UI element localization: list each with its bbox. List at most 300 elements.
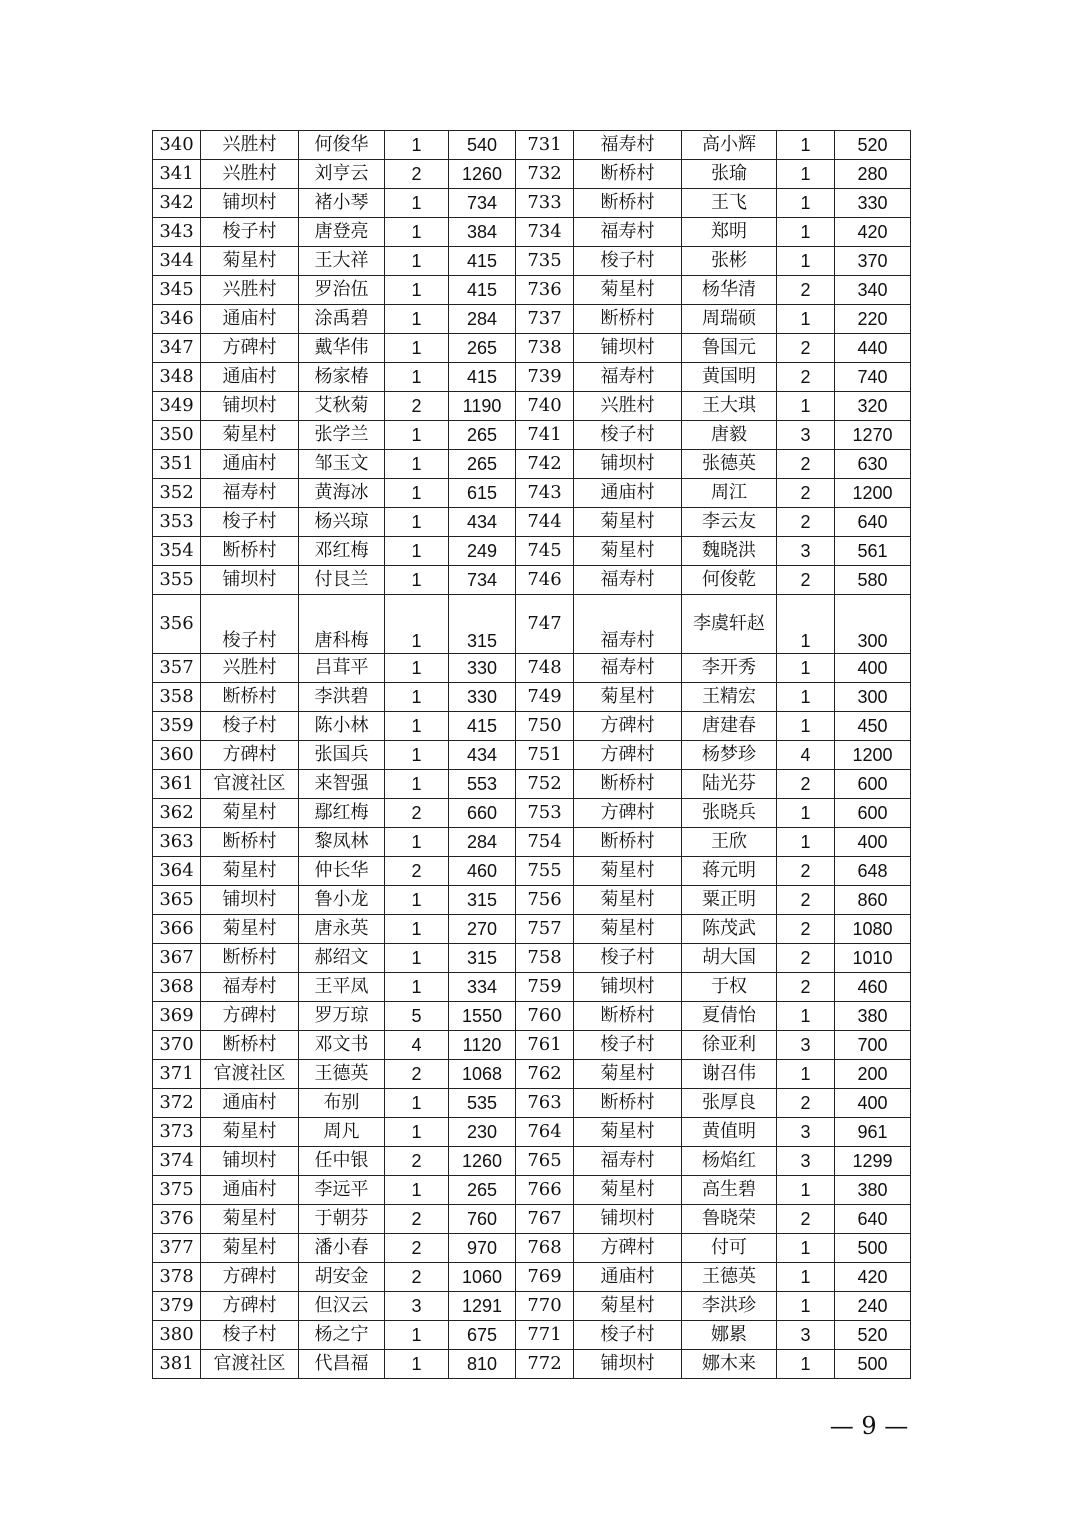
amount-left: 330: [449, 683, 516, 712]
village-right: 断桥村: [574, 189, 682, 218]
village-left: 梭子村: [201, 712, 299, 741]
table-row: [153, 247, 911, 276]
amount-left: 415: [449, 712, 516, 741]
count-right: 3: [777, 1147, 835, 1176]
name-left: 何俊华: [299, 131, 385, 160]
record-number-right: 767: [516, 1205, 574, 1234]
record-number-right: 757: [516, 915, 574, 944]
count-left: 1: [385, 247, 449, 276]
record-number-right: 739: [516, 363, 574, 392]
record-number-right: 764: [516, 1118, 574, 1147]
name-left: 黄海冰: [299, 479, 385, 508]
record-number-left: 370: [153, 1031, 201, 1060]
table-row: [153, 1234, 911, 1263]
record-number-left: 347: [153, 334, 201, 363]
record-number-left: 373: [153, 1118, 201, 1147]
village-right: 菊星村: [574, 857, 682, 886]
record-number-right: 766: [516, 1176, 574, 1205]
amount-left: 760: [449, 1205, 516, 1234]
name-left: 艾秋菊: [299, 392, 385, 421]
record-number-right: 772: [516, 1350, 574, 1379]
name-left: 陈小林: [299, 712, 385, 741]
name-left: 杨家椿: [299, 363, 385, 392]
name-right: 鲁国元: [682, 334, 777, 363]
name-right: 杨梦珍: [682, 741, 777, 770]
count-right: 1: [777, 1060, 835, 1089]
village-left: 兴胜村: [201, 160, 299, 189]
name-left: 邹玉文: [299, 450, 385, 479]
count-right: 1: [777, 799, 835, 828]
amount-left: 1260: [449, 1147, 516, 1176]
amount-left: 460: [449, 857, 516, 886]
name-right: 黄值明: [682, 1118, 777, 1147]
record-number-left: 353: [153, 508, 201, 537]
amount-left: 284: [449, 828, 516, 857]
amount-left: 265: [449, 450, 516, 479]
village-left: 通庙村: [201, 305, 299, 334]
record-number-right: 754: [516, 828, 574, 857]
name-left: 邓红梅: [299, 537, 385, 566]
name-left: 王德英: [299, 1060, 385, 1089]
name-left: 刘亨云: [299, 160, 385, 189]
village-left: 梭子村: [201, 595, 299, 654]
record-number-left: 378: [153, 1263, 201, 1292]
table-row: [153, 799, 911, 828]
amount-left: 330: [449, 654, 516, 683]
record-number-left: 346: [153, 305, 201, 334]
record-number-right: 745: [516, 537, 574, 566]
name-right: 唐毅: [682, 421, 777, 450]
name-left: 罗万琼: [299, 1002, 385, 1031]
village-left: 通庙村: [201, 450, 299, 479]
count-left: 1: [385, 334, 449, 363]
village-left: 方碑村: [201, 334, 299, 363]
amount-left: 434: [449, 741, 516, 770]
village-right: 梭子村: [574, 1031, 682, 1060]
name-left: 付艮兰: [299, 566, 385, 595]
village-right: 铺坝村: [574, 973, 682, 1002]
amount-left: 734: [449, 566, 516, 595]
name-right: 何俊乾: [682, 566, 777, 595]
record-number-right: 738: [516, 334, 574, 363]
amount-right: 860: [835, 886, 911, 915]
village-right: 断桥村: [574, 770, 682, 799]
village-left: 铺坝村: [201, 566, 299, 595]
village-right: 方碑村: [574, 799, 682, 828]
record-number-right: 743: [516, 479, 574, 508]
record-number-right: 765: [516, 1147, 574, 1176]
name-right: 于权: [682, 973, 777, 1002]
table-row: [153, 218, 911, 247]
village-right: 福寿村: [574, 595, 682, 654]
amount-right: 400: [835, 828, 911, 857]
amount-right: 600: [835, 770, 911, 799]
name-left: 吕茸平: [299, 654, 385, 683]
name-left: 王大祥: [299, 247, 385, 276]
village-right: 铺坝村: [574, 1350, 682, 1379]
name-left: 黎凤林: [299, 828, 385, 857]
amount-left: 415: [449, 247, 516, 276]
name-left: 来智强: [299, 770, 385, 799]
name-left: 但汉云: [299, 1292, 385, 1321]
record-number-left: 379: [153, 1292, 201, 1321]
count-right: 2: [777, 886, 835, 915]
table-row: [153, 450, 911, 479]
count-left: 1: [385, 1089, 449, 1118]
table-row: [153, 1060, 911, 1089]
count-right: 1: [777, 160, 835, 189]
amount-left: 315: [449, 595, 516, 654]
table-row: [153, 1002, 911, 1031]
table-row: [153, 712, 911, 741]
table-row: [153, 508, 911, 537]
count-left: 4: [385, 1031, 449, 1060]
record-number-left: 377: [153, 1234, 201, 1263]
record-number-left: 343: [153, 218, 201, 247]
village-left: 方碑村: [201, 741, 299, 770]
count-right: 2: [777, 973, 835, 1002]
count-left: 1: [385, 363, 449, 392]
name-left: 鄢红梅: [299, 799, 385, 828]
village-left: 菊星村: [201, 421, 299, 450]
count-right: 1: [777, 1292, 835, 1321]
table-row: [153, 1031, 911, 1060]
record-number-left: 372: [153, 1089, 201, 1118]
count-right: 1: [777, 712, 835, 741]
amount-right: 648: [835, 857, 911, 886]
count-left: 3: [385, 1292, 449, 1321]
count-right: 2: [777, 770, 835, 799]
village-right: 断桥村: [574, 1002, 682, 1031]
village-right: 福寿村: [574, 654, 682, 683]
amount-left: 434: [449, 508, 516, 537]
amount-right: 320: [835, 392, 911, 421]
name-left: 代昌福: [299, 1350, 385, 1379]
name-left: 潘小春: [299, 1234, 385, 1263]
count-left: 1: [385, 276, 449, 305]
amount-right: 340: [835, 276, 911, 305]
amount-right: 400: [835, 1089, 911, 1118]
name-right: 李云友: [682, 508, 777, 537]
record-number-left: 345: [153, 276, 201, 305]
record-number-right: 744: [516, 508, 574, 537]
record-number-left: 356: [153, 595, 201, 654]
village-right: 梭子村: [574, 421, 682, 450]
name-right: 鲁晓荣: [682, 1205, 777, 1234]
village-left: 官渡社区: [201, 770, 299, 799]
name-right: 夏倩怡: [682, 1002, 777, 1031]
count-left: 2: [385, 857, 449, 886]
record-number-right: 751: [516, 741, 574, 770]
amount-right: 240: [835, 1292, 911, 1321]
village-right: 方碑村: [574, 712, 682, 741]
record-number-right: 734: [516, 218, 574, 247]
village-right: 断桥村: [574, 828, 682, 857]
amount-right: 1010: [835, 944, 911, 973]
record-number-right: 746: [516, 566, 574, 595]
name-right: 黄国明: [682, 363, 777, 392]
table-row: [153, 770, 911, 799]
village-right: 福寿村: [574, 1147, 682, 1176]
table-row: [153, 305, 911, 334]
amount-right: 600: [835, 799, 911, 828]
village-left: 梭子村: [201, 1321, 299, 1350]
count-right: 1: [777, 683, 835, 712]
record-number-right: 761: [516, 1031, 574, 1060]
count-left: 1: [385, 595, 449, 654]
name-right: 李洪珍: [682, 1292, 777, 1321]
count-right: 2: [777, 944, 835, 973]
count-left: 1: [385, 944, 449, 973]
record-number-left: 359: [153, 712, 201, 741]
name-right: 徐亚利: [682, 1031, 777, 1060]
count-left: 1: [385, 741, 449, 770]
name-right: 谢召伟: [682, 1060, 777, 1089]
count-left: 2: [385, 1060, 449, 1089]
name-right: 陆光芬: [682, 770, 777, 799]
record-number-left: 344: [153, 247, 201, 276]
village-left: 兴胜村: [201, 654, 299, 683]
village-right: 菊星村: [574, 886, 682, 915]
amount-right: 740: [835, 363, 911, 392]
amount-left: 270: [449, 915, 516, 944]
name-left: 郝绍文: [299, 944, 385, 973]
amount-left: 265: [449, 1176, 516, 1205]
name-left: 布别: [299, 1089, 385, 1118]
name-right: 娜累: [682, 1321, 777, 1350]
name-right: 郑明: [682, 218, 777, 247]
count-right: 1: [777, 828, 835, 857]
table-row: [153, 334, 911, 363]
amount-right: 580: [835, 566, 911, 595]
village-left: 官渡社区: [201, 1350, 299, 1379]
count-right: 1: [777, 1350, 835, 1379]
record-number-right: 748: [516, 654, 574, 683]
amount-left: 415: [449, 363, 516, 392]
name-left: 仲长华: [299, 857, 385, 886]
village-left: 断桥村: [201, 1031, 299, 1060]
name-left: 李远平: [299, 1176, 385, 1205]
village-right: 梭子村: [574, 247, 682, 276]
record-number-left: 367: [153, 944, 201, 973]
count-left: 2: [385, 799, 449, 828]
record-number-right: 742: [516, 450, 574, 479]
count-right: 2: [777, 857, 835, 886]
count-right: 1: [777, 305, 835, 334]
name-right: 王飞: [682, 189, 777, 218]
amount-left: 1190: [449, 392, 516, 421]
count-left: 2: [385, 392, 449, 421]
table-row: [153, 595, 911, 654]
record-number-right: 768: [516, 1234, 574, 1263]
table-row: [153, 1176, 911, 1205]
count-right: 2: [777, 479, 835, 508]
record-number-left: 341: [153, 160, 201, 189]
village-right: 铺坝村: [574, 1205, 682, 1234]
amount-left: 660: [449, 799, 516, 828]
village-right: 铺坝村: [574, 334, 682, 363]
name-left: 周凡: [299, 1118, 385, 1147]
village-right: 梭子村: [574, 944, 682, 973]
record-number-right: 747: [516, 595, 574, 654]
page-number: — 9 —: [829, 1412, 909, 1440]
amount-right: 450: [835, 712, 911, 741]
count-left: 1: [385, 189, 449, 218]
name-right: 魏晓洪: [682, 537, 777, 566]
name-right: 张瑜: [682, 160, 777, 189]
record-number-left: 351: [153, 450, 201, 479]
village-left: 断桥村: [201, 944, 299, 973]
record-number-left: 381: [153, 1350, 201, 1379]
record-number-left: 363: [153, 828, 201, 857]
village-right: 菊星村: [574, 1118, 682, 1147]
count-left: 2: [385, 160, 449, 189]
table-row: [153, 363, 911, 392]
amount-right: 380: [835, 1002, 911, 1031]
record-number-right: 752: [516, 770, 574, 799]
village-left: 方碑村: [201, 1002, 299, 1031]
table-row: [153, 392, 911, 421]
name-right: 李开秀: [682, 654, 777, 683]
count-left: 1: [385, 828, 449, 857]
record-number-right: 770: [516, 1292, 574, 1321]
count-left: 1: [385, 1350, 449, 1379]
count-right: 2: [777, 508, 835, 537]
record-number-right: 753: [516, 799, 574, 828]
count-left: 1: [385, 915, 449, 944]
amount-right: 200: [835, 1060, 911, 1089]
amount-left: 675: [449, 1321, 516, 1350]
amount-right: 1270: [835, 421, 911, 450]
amount-right: 420: [835, 218, 911, 247]
amount-left: 1260: [449, 160, 516, 189]
village-left: 方碑村: [201, 1292, 299, 1321]
count-right: 3: [777, 1321, 835, 1350]
record-number-right: 769: [516, 1263, 574, 1292]
table-row: [153, 1147, 911, 1176]
village-right: 菊星村: [574, 683, 682, 712]
table-row: [153, 741, 911, 770]
village-left: 铺坝村: [201, 392, 299, 421]
amount-right: 330: [835, 189, 911, 218]
count-right: 2: [777, 334, 835, 363]
amount-right: 1080: [835, 915, 911, 944]
village-right: 方碑村: [574, 741, 682, 770]
count-right: 2: [777, 566, 835, 595]
village-left: 兴胜村: [201, 131, 299, 160]
village-left: 铺坝村: [201, 1147, 299, 1176]
table-row: [153, 131, 911, 160]
table-row: [153, 160, 911, 189]
village-right: 菊星村: [574, 915, 682, 944]
count-right: 1: [777, 654, 835, 683]
table-row: [153, 1321, 911, 1350]
count-right: 1: [777, 189, 835, 218]
record-number-left: 349: [153, 392, 201, 421]
count-right: 1: [777, 218, 835, 247]
amount-left: 1060: [449, 1263, 516, 1292]
record-number-left: 376: [153, 1205, 201, 1234]
village-right: 菊星村: [574, 1060, 682, 1089]
record-number-right: 737: [516, 305, 574, 334]
name-right: 陈茂武: [682, 915, 777, 944]
amount-left: 384: [449, 218, 516, 247]
count-right: 1: [777, 1234, 835, 1263]
count-right: 1: [777, 392, 835, 421]
amount-right: 961: [835, 1118, 911, 1147]
village-right: 菊星村: [574, 1292, 682, 1321]
count-right: 3: [777, 1118, 835, 1147]
name-left: 鲁小龙: [299, 886, 385, 915]
name-right: 李虞轩赵: [682, 595, 777, 654]
table-row: [153, 1205, 911, 1234]
amount-left: 1550: [449, 1002, 516, 1031]
count-left: 1: [385, 770, 449, 799]
record-number-left: 374: [153, 1147, 201, 1176]
village-right: 菊星村: [574, 1176, 682, 1205]
amount-left: 615: [449, 479, 516, 508]
count-right: 2: [777, 363, 835, 392]
record-number-left: 357: [153, 654, 201, 683]
record-number-left: 366: [153, 915, 201, 944]
record-number-right: 758: [516, 944, 574, 973]
name-right: 周瑞硕: [682, 305, 777, 334]
village-left: 福寿村: [201, 479, 299, 508]
count-left: 1: [385, 1118, 449, 1147]
village-right: 菊星村: [574, 508, 682, 537]
village-left: 官渡社区: [201, 1060, 299, 1089]
village-left: 断桥村: [201, 537, 299, 566]
table-row: [153, 189, 911, 218]
name-right: 周江: [682, 479, 777, 508]
amount-right: 300: [835, 683, 911, 712]
village-left: 方碑村: [201, 1263, 299, 1292]
table-row: [153, 479, 911, 508]
name-left: 张国兵: [299, 741, 385, 770]
amount-left: 535: [449, 1089, 516, 1118]
village-left: 菊星村: [201, 915, 299, 944]
name-right: 张晓兵: [682, 799, 777, 828]
count-right: 3: [777, 537, 835, 566]
record-number-left: 358: [153, 683, 201, 712]
count-right: 3: [777, 1031, 835, 1060]
count-left: 1: [385, 566, 449, 595]
amount-left: 334: [449, 973, 516, 1002]
count-left: 1: [385, 973, 449, 1002]
count-right: 1: [777, 1263, 835, 1292]
ledger-table: [152, 130, 911, 1379]
village-left: 通庙村: [201, 1089, 299, 1118]
village-left: 铺坝村: [201, 189, 299, 218]
village-left: 菊星村: [201, 857, 299, 886]
record-number-right: 733: [516, 189, 574, 218]
village-left: 菊星村: [201, 1234, 299, 1263]
amount-right: 640: [835, 508, 911, 537]
village-left: 福寿村: [201, 973, 299, 1002]
name-left: 杨之宁: [299, 1321, 385, 1350]
village-right: 铺坝村: [574, 450, 682, 479]
village-right: 福寿村: [574, 363, 682, 392]
amount-left: 1120: [449, 1031, 516, 1060]
village-left: 梭子村: [201, 218, 299, 247]
amount-right: 500: [835, 1234, 911, 1263]
record-number-left: 342: [153, 189, 201, 218]
amount-left: 1068: [449, 1060, 516, 1089]
amount-right: 630: [835, 450, 911, 479]
record-number-left: 355: [153, 566, 201, 595]
count-left: 2: [385, 1234, 449, 1263]
village-right: 断桥村: [574, 1089, 682, 1118]
